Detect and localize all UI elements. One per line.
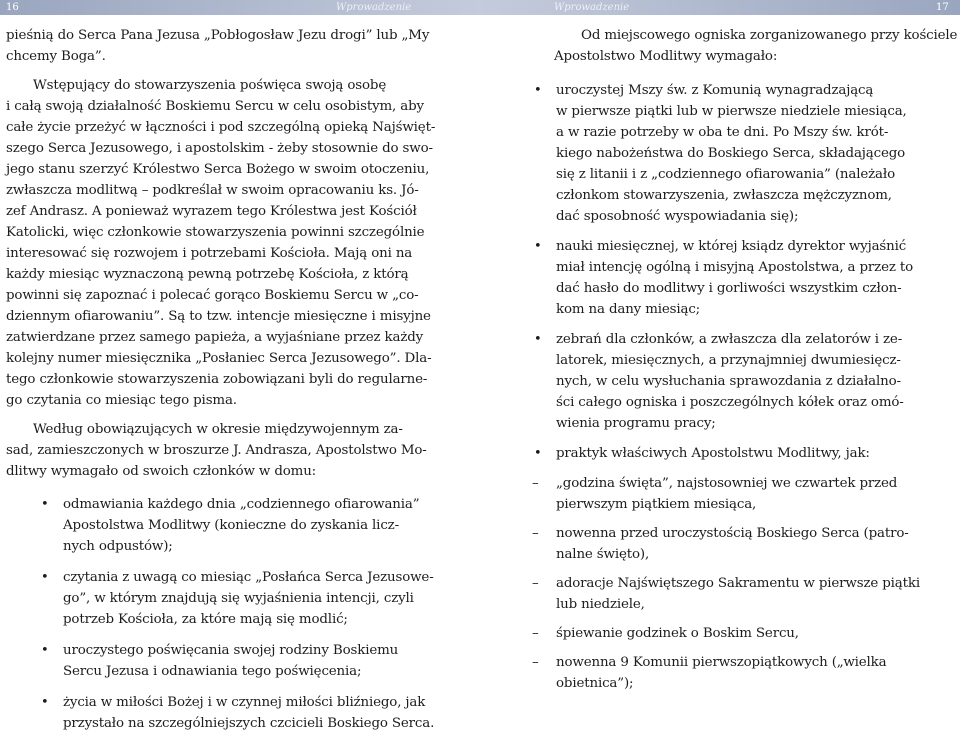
bullet-icon: • [534, 83, 542, 98]
right-page [480, 0, 960, 691]
text-line: tego członkowie stowarzyszenia zobowiązani byli do regularne- [6, 372, 428, 387]
text-line: miał intencję ogólną i misyjną Apostolstwa, a przez to [556, 260, 914, 275]
text-line: uroczystego poświęcania swojej rodziny Boskiemu [63, 643, 399, 658]
list-item [41, 640, 408, 682]
text-line: nych, w celu wysłuchania sprawozdania z działalno- [556, 374, 901, 389]
text-line: Według obowiązujących w okresie międzywojennym za- [33, 422, 403, 437]
text-line: odmawiania każdego dnia „codziennego ofiarowania” [63, 497, 420, 512]
list-item [532, 473, 898, 515]
text-line: dziennym ofiarowaniu”. Są to tzw. intencje miesięczne i misyjne [6, 309, 431, 324]
text-line: Apostolstwa Modlitwy (konieczne do zyskania licz- [63, 518, 399, 533]
bullet-icon: • [534, 239, 542, 254]
text-line: czytania z uwagą co miesiąc „Posłańca Serca Jezusowe- [63, 570, 434, 585]
text-line: kolejny numer miesięcznika „Posłaniec Serca Jezusowego”. Dla- [6, 351, 432, 366]
text-line: interesować się rozwojem i potrzebami Kościoła. Mają oni na [6, 246, 413, 261]
text-line: przystało na szczególniejszych czcicieli Boskiego Serca. [63, 716, 435, 731]
text-line: życia w miłości Bożej i w czynnej miłości bliźniego, jak [63, 695, 426, 710]
list-item [41, 692, 435, 734]
text-line: potrzeb Kościoła, za które mają się modlić; [63, 612, 348, 627]
text-line: członkom stowarzyszenia, zwłaszcza mężczyznom, [556, 188, 892, 203]
intro-paragraph [554, 25, 958, 67]
bullet-icon: • [41, 570, 49, 585]
text-line: obietnica”); [556, 676, 634, 691]
right-page-number: 17 [936, 2, 949, 13]
text-line: jego stanu szerzyć Królestwo Serca Bożego w swoim otoczeniu, [6, 162, 430, 177]
left-page-number: 16 [6, 2, 19, 13]
text-line: pierwszym piątkiem miesiąca, [556, 497, 757, 512]
text-line: praktyk właściwych Apostolstwu Modlitwy, jak: [556, 446, 870, 461]
list-item [532, 623, 870, 644]
dash-icon: – [532, 626, 539, 641]
text-line: nych odpustów); [63, 539, 173, 554]
text-line: sad, zamieszczonych w broszurze J. Andrasza, Apostolstwo Mo- [6, 443, 427, 458]
text-line: nowenna przed uroczystością Boskiego Serca (patro- [556, 526, 909, 541]
text-line: całe życie przeżyć w łączności i pod szczególną opieką Najświęt- [6, 120, 436, 135]
text-line: powinni się zapoznać i polecać gorąco Boskiemu Sercu w „co- [6, 288, 419, 303]
list-item [534, 329, 904, 434]
text-line: lub niedziele, [556, 597, 645, 612]
left-page [0, 0, 480, 731]
right-page-lists [480, 66, 960, 702]
text-line: zebrań dla członków, a zwłaszcza dla zelatorów i ze- [556, 332, 903, 347]
text-line: Sercu Jezusa i odnawiania tego poświęcenia; [63, 664, 362, 679]
paragraph-1 [6, 75, 436, 411]
left-running-title: Wprowadzenie [336, 2, 412, 13]
text-line: dlitwy wymagało od swoich członków w domu: [6, 464, 317, 479]
left-page-text [6, 25, 436, 744]
text-line: szego Serca Jezusowego, i apostolskim - żeby stosownie do swo- [6, 141, 433, 156]
text-line: dać hasło do modlitwy i gorliwości wszystkim człon- [556, 281, 902, 296]
text-line: w pierwsze piątki lub w pierwsze niedziele miesiąca, [556, 104, 907, 119]
text-line: kiego nabożeństwa do Boskiego Serca, składającego [556, 146, 906, 161]
text-line: go”, w którym znajdują się wyjaśnienia intencji, czyli [63, 591, 414, 606]
text-line: adoracje Najświętszego Sakramentu w pierwsze piątki [556, 576, 920, 591]
list-item [534, 443, 870, 464]
home-duties-list [41, 494, 435, 734]
paragraph-2 [6, 419, 427, 482]
text-line: dać sposobność wyspowiadania się); [556, 209, 799, 224]
bullet-icon: • [41, 643, 49, 658]
text-line: zef Andrasz. A ponieważ wyrazem tego Królestwa jest Kościół [6, 204, 417, 219]
list-item [534, 80, 907, 227]
list-item [41, 567, 434, 630]
text-line: go czytania co miesiąc tego pisma. [6, 393, 237, 408]
text-line: i całą swoją działalność Boskiemu Sercu w celu osobistym, aby [6, 99, 424, 114]
list-item [532, 652, 887, 694]
text-line: a w razie potrzeby w oba te dni. Po Mszy św. krót- [556, 125, 889, 140]
text-line: się z litanii i z „codziennego ofiarowania” (należało [556, 167, 895, 182]
bullet-icon: • [534, 332, 542, 347]
right-running-title: Wprowadzenie [554, 2, 630, 13]
practices-list [532, 473, 920, 694]
text-line: uroczystej Mszy św. z Komunią wynagradzającą [556, 83, 874, 98]
dash-icon: – [532, 526, 539, 541]
text-line: nauki miesięcznej, w której ksiądz dyrektor wyjaśnić [556, 239, 907, 254]
text-line: kom na dany miesiąc; [556, 302, 701, 317]
dash-icon: – [532, 576, 539, 591]
text-line: Katolicki, więc członkowie stowarzyszenia powinni szczególnie [6, 225, 425, 240]
text-line: Wstępujący do stowarzyszenia poświęca swoją osobę [33, 78, 387, 93]
text-line: ści całego ogniska i poszczególnych kółek oraz omó- [556, 395, 904, 410]
opening-lines [6, 25, 430, 67]
text-line: pieśnią do Serca Pana Jezusa „Pobłogosław Jezu drogi” lub „My [6, 28, 430, 43]
text-line: Apostolstwo Modlitwy wymagało: [554, 49, 778, 64]
text-line: każdy miesiąc wyznaczoną pewną potrzebę Kościoła, z którą [6, 267, 409, 282]
text-line: nalne święto), [556, 547, 650, 562]
text-line: wienia programu pracy; [556, 416, 716, 431]
text-line: śpiewanie godzinek o Boskim Sercu, [556, 626, 799, 641]
right-page-text [554, 25, 958, 67]
parish-requirements-list [534, 80, 914, 464]
dash-icon: – [532, 476, 539, 491]
text-line: Od miejscowego ogniska zorganizowanego przy kościele [581, 28, 958, 43]
list-item [534, 236, 914, 320]
list-item [532, 573, 920, 615]
bullet-icon: • [41, 695, 49, 710]
dash-icon: – [532, 655, 539, 670]
text-line: „godzina święta”, najstosowniej we czwartek przed [556, 476, 898, 491]
list-item [532, 523, 909, 565]
text-line: zwłaszcza modlitwą – podkreślał w swoim opracowaniu ks. Jó- [6, 183, 419, 198]
text-line: nowenna 9 Komunii pierwszopiątkowych („wielka [556, 655, 887, 670]
text-line: chcemy Boga”. [6, 49, 106, 64]
list-item [41, 494, 420, 557]
text-line: latorek, miesięcznych, a przynajmniej dwumiesięcz- [556, 353, 901, 368]
bullet-icon: • [534, 446, 542, 461]
bullet-icon: • [41, 497, 49, 512]
text-line: zatwierdzane przez samego papieża, a wyjaśniane przez każdy [6, 330, 424, 345]
